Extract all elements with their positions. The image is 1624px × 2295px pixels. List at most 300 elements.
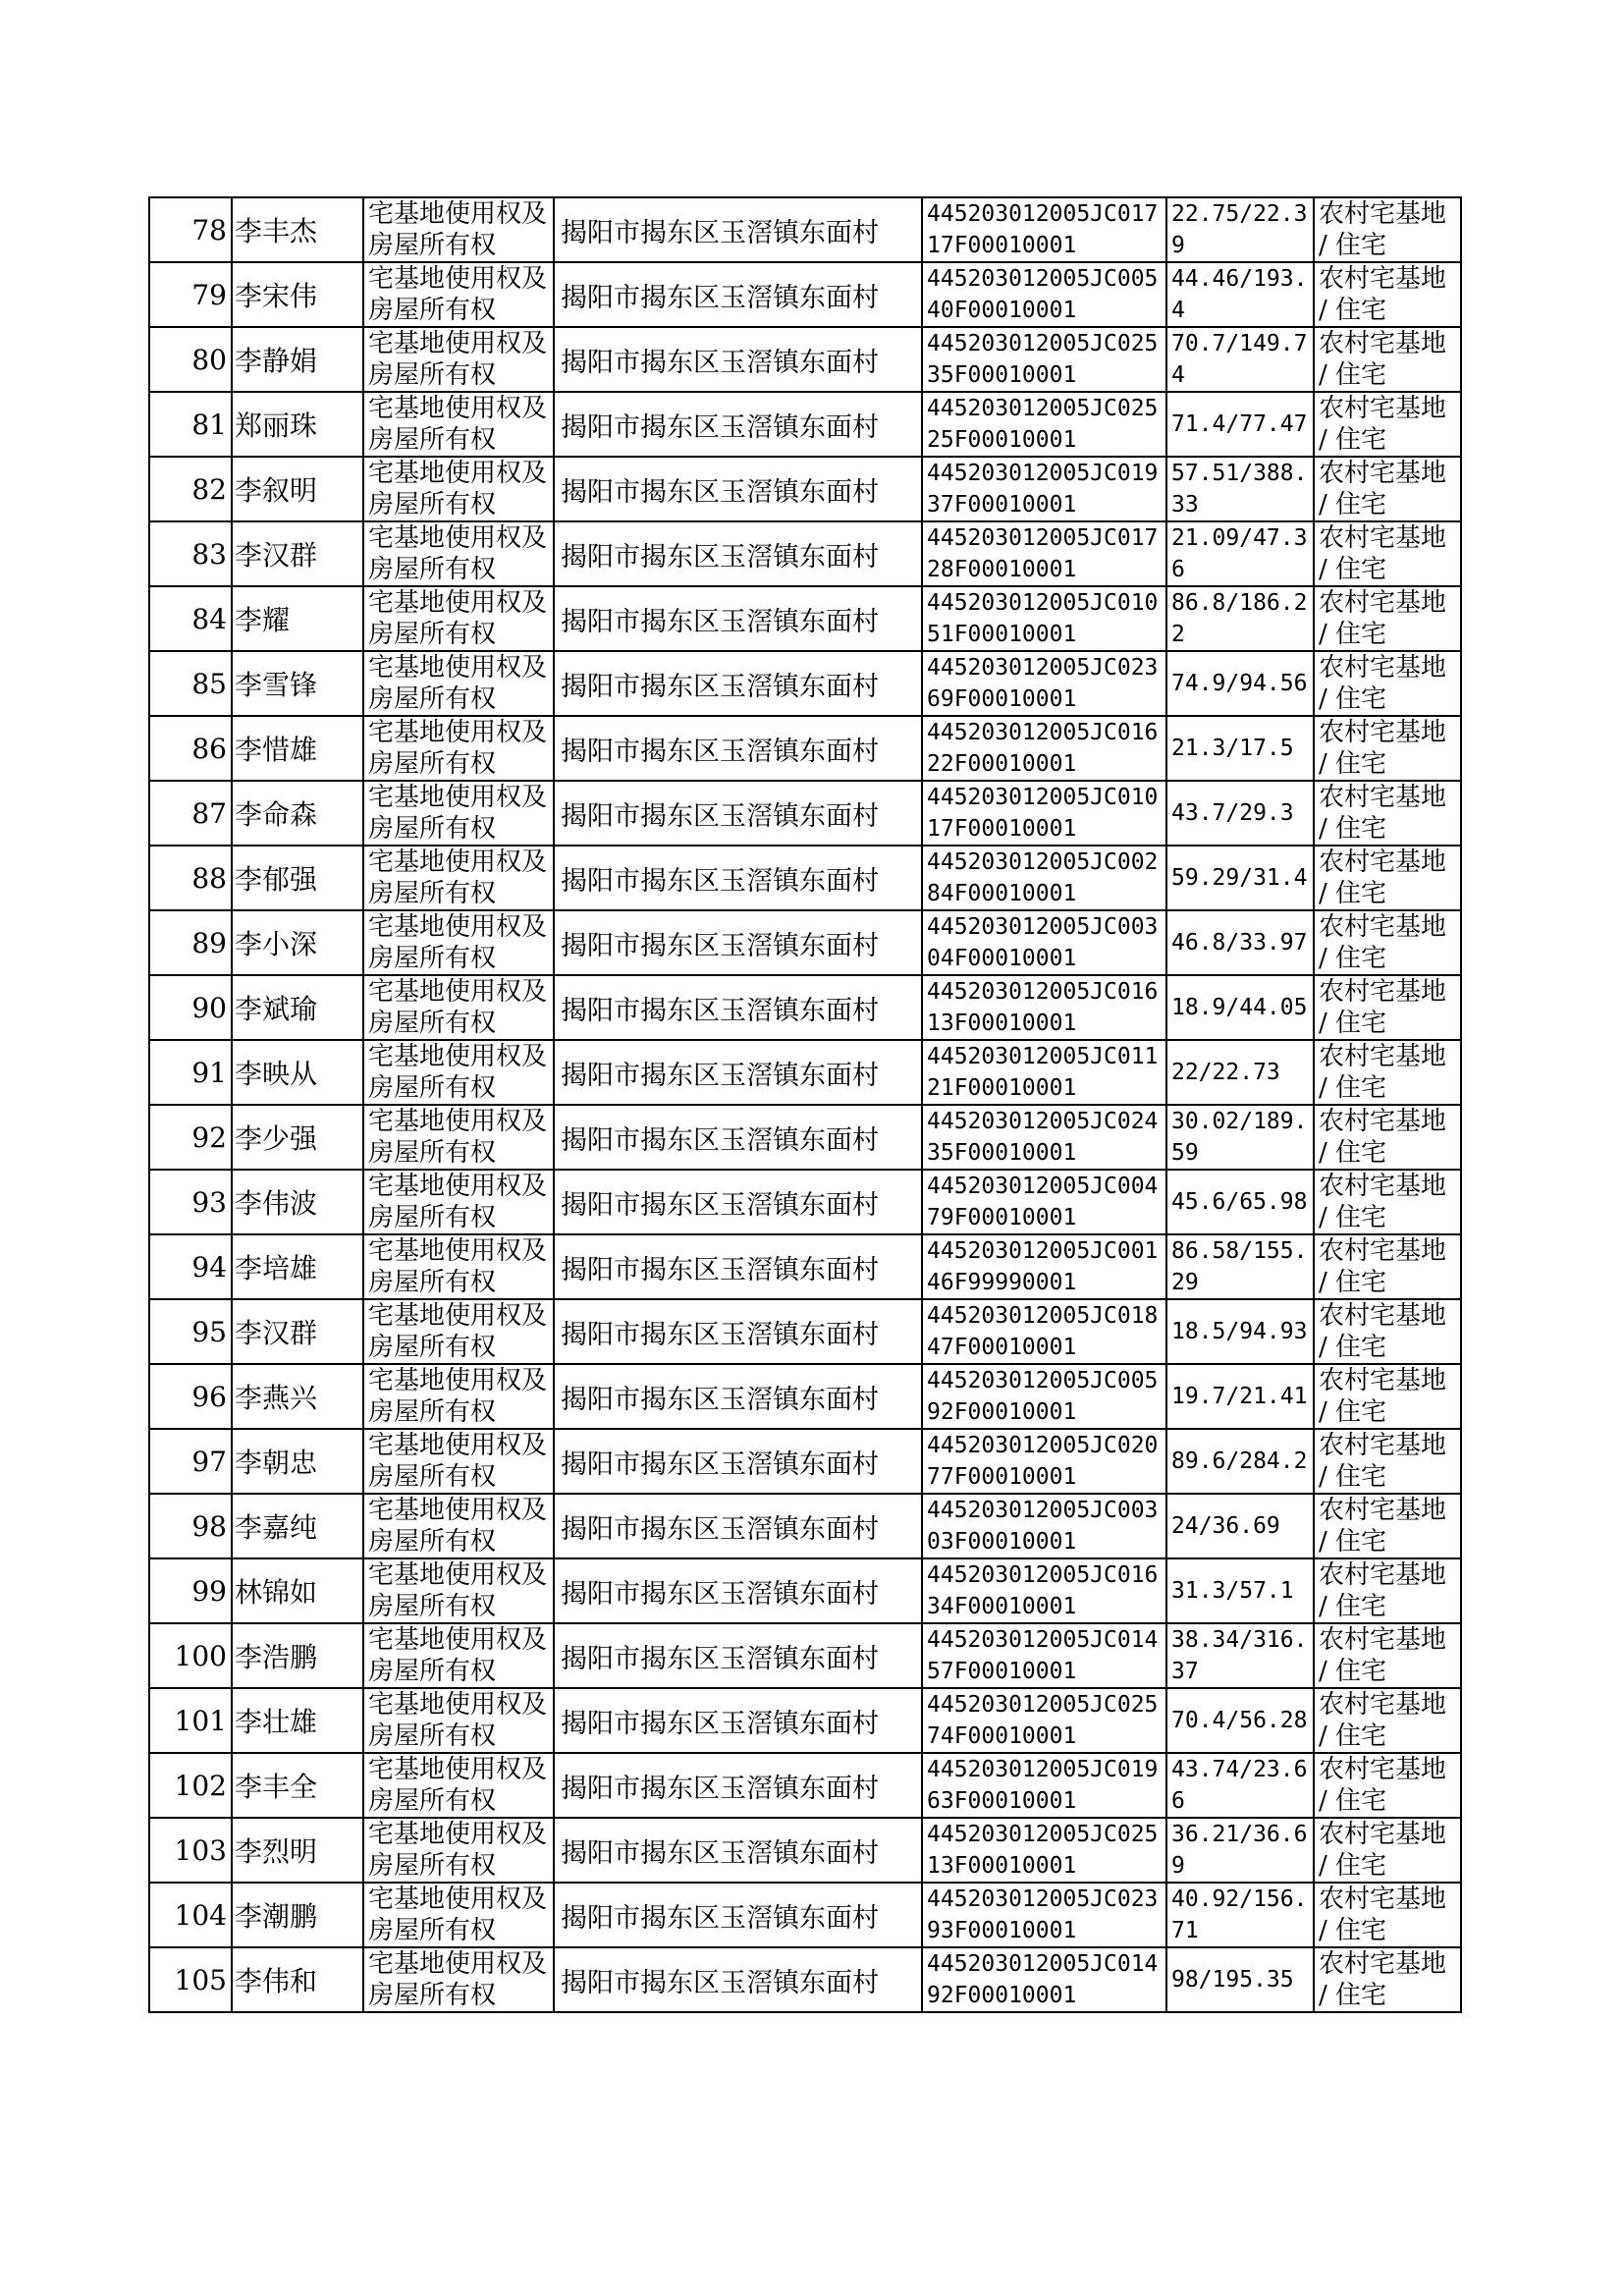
row-number: 95 bbox=[191, 1315, 227, 1348]
right-type-cell bbox=[363, 1818, 554, 1883]
land-use-cell bbox=[1314, 392, 1461, 457]
land-use: 农村宅基地 / 住宅 bbox=[1319, 1496, 1447, 1557]
row-number: 100 bbox=[174, 1639, 227, 1672]
land-use: 农村宅基地 / 住宅 bbox=[1319, 1560, 1447, 1621]
table-row bbox=[149, 1234, 1461, 1299]
owner-name: 李斌瑜 bbox=[235, 993, 318, 1025]
owner-name-cell bbox=[232, 1623, 363, 1688]
owner-name-cell bbox=[232, 1105, 363, 1170]
property-address: 揭阳市揭东区玉滘镇东面村 bbox=[561, 800, 879, 832]
property-address: 揭阳市揭东区玉滘镇东面村 bbox=[561, 1902, 879, 1934]
property-address: 揭阳市揭东区玉滘镇东面村 bbox=[561, 1578, 879, 1610]
land-use: 农村宅基地 / 住宅 bbox=[1319, 1885, 1447, 1945]
area-value-cell bbox=[1166, 651, 1314, 716]
owner-name: 李伟和 bbox=[235, 1965, 318, 1997]
unit-code: 445203012005JC02574F00010001 bbox=[927, 1692, 1159, 1749]
area-value-cell bbox=[1166, 197, 1314, 262]
owner-name: 李汉群 bbox=[235, 539, 318, 572]
property-address: 揭阳市揭东区玉滘镇东面村 bbox=[561, 1773, 879, 1804]
area-value: 57.51/388.33 bbox=[1171, 461, 1308, 518]
row-number-cell bbox=[149, 1170, 232, 1234]
owner-name: 李静娟 bbox=[235, 345, 318, 377]
row-number: 89 bbox=[191, 926, 227, 959]
owner-name-cell bbox=[232, 651, 363, 716]
row-number: 101 bbox=[174, 1704, 227, 1737]
unit-code: 445203012005JC01937F00010001 bbox=[927, 461, 1159, 518]
land-use: 农村宅基地 / 住宅 bbox=[1319, 1625, 1447, 1686]
row-number-cell bbox=[149, 457, 232, 521]
land-use: 农村宅基地 / 住宅 bbox=[1319, 394, 1447, 455]
area-value: 43.7/29.3 bbox=[1171, 800, 1294, 826]
owner-name: 李烈明 bbox=[235, 1835, 318, 1868]
unit-code: 445203012005JC00304F00010001 bbox=[927, 914, 1159, 971]
table-row bbox=[149, 1623, 1461, 1688]
area-value-cell bbox=[1166, 1299, 1314, 1364]
area-value-cell bbox=[1166, 1753, 1314, 1818]
unit-code-cell bbox=[922, 521, 1166, 586]
area-value: 46.8/33.97 bbox=[1171, 930, 1308, 956]
row-number: 104 bbox=[174, 1898, 227, 1932]
area-value: 70.4/56.28 bbox=[1171, 1708, 1308, 1733]
table-row bbox=[149, 327, 1461, 392]
right-type-cell bbox=[363, 1688, 554, 1753]
right-type-cell bbox=[363, 1299, 554, 1364]
area-value: 74.9/94.56 bbox=[1171, 671, 1308, 696]
property-address: 揭阳市揭东区玉滘镇东面村 bbox=[561, 476, 879, 508]
right-type-cell bbox=[363, 1883, 554, 1947]
area-value-cell bbox=[1166, 457, 1314, 521]
registry-table bbox=[148, 196, 1462, 2013]
owner-name: 郑丽珠 bbox=[235, 410, 318, 442]
land-use-cell bbox=[1314, 1299, 1461, 1364]
unit-code: 445203012005JC01847F00010001 bbox=[927, 1303, 1159, 1360]
right-type-cell bbox=[363, 1623, 554, 1688]
unit-code: 445203012005JC00479F00010001 bbox=[927, 1174, 1159, 1230]
unit-code: 445203012005JC02435F00010001 bbox=[927, 1109, 1159, 1166]
right-type-cell bbox=[363, 1494, 554, 1558]
row-number-cell bbox=[149, 1364, 232, 1429]
area-value-cell bbox=[1166, 1105, 1314, 1170]
land-use: 农村宅基地 / 住宅 bbox=[1319, 1690, 1447, 1751]
land-use: 农村宅基地 / 住宅 bbox=[1319, 1172, 1447, 1232]
row-number-cell bbox=[149, 1040, 232, 1105]
unit-code-cell bbox=[922, 457, 1166, 521]
land-use: 农村宅基地 / 住宅 bbox=[1319, 653, 1447, 714]
row-number: 92 bbox=[191, 1120, 227, 1154]
row-number-cell bbox=[149, 1494, 232, 1558]
row-number-cell bbox=[149, 521, 232, 586]
land-use: 农村宅基地 / 住宅 bbox=[1319, 977, 1447, 1038]
property-address-cell bbox=[554, 1299, 922, 1364]
land-use-cell bbox=[1314, 1429, 1461, 1494]
owner-name: 李小深 bbox=[235, 928, 318, 960]
unit-code-cell bbox=[922, 197, 1166, 262]
unit-code: 445203012005JC01017F00010001 bbox=[927, 785, 1159, 842]
property-address: 揭阳市揭东区玉滘镇东面村 bbox=[561, 671, 879, 702]
right-type: 宅基地使用权及房屋所有权 bbox=[368, 1301, 548, 1362]
row-number-cell bbox=[149, 651, 232, 716]
property-address: 揭阳市揭东区玉滘镇东面村 bbox=[561, 930, 879, 961]
land-use-cell bbox=[1314, 1040, 1461, 1105]
area-value-cell bbox=[1166, 1818, 1314, 1883]
right-type-cell bbox=[363, 586, 554, 651]
table-row bbox=[149, 262, 1461, 327]
right-type-cell bbox=[363, 457, 554, 521]
owner-name: 李命森 bbox=[235, 798, 318, 831]
unit-code: 445203012005JC01634F00010001 bbox=[927, 1562, 1159, 1619]
table-row bbox=[149, 1429, 1461, 1494]
unit-code: 445203012005JC02535F00010001 bbox=[927, 331, 1159, 388]
right-type-cell bbox=[363, 975, 554, 1040]
right-type: 宅基地使用权及房屋所有权 bbox=[368, 394, 548, 455]
owner-name-cell bbox=[232, 586, 363, 651]
right-type-cell bbox=[363, 1753, 554, 1818]
table-row bbox=[149, 1105, 1461, 1170]
row-number-cell bbox=[149, 1947, 232, 2012]
row-number-cell bbox=[149, 846, 232, 910]
right-type: 宅基地使用权及房屋所有权 bbox=[368, 1496, 548, 1557]
unit-code-cell bbox=[922, 1364, 1166, 1429]
owner-name: 李潮鹏 bbox=[235, 1900, 318, 1933]
right-type-cell bbox=[363, 651, 554, 716]
area-value-cell bbox=[1166, 1558, 1314, 1623]
row-number: 105 bbox=[174, 1963, 227, 1996]
area-value: 70.7/149.74 bbox=[1171, 331, 1308, 388]
row-number: 99 bbox=[191, 1574, 227, 1608]
property-address: 揭阳市揭东区玉滘镇东面村 bbox=[561, 541, 879, 573]
area-value: 43.74/23.66 bbox=[1171, 1757, 1308, 1814]
property-address-cell bbox=[554, 1429, 922, 1494]
land-use-cell bbox=[1314, 1558, 1461, 1623]
row-number-cell bbox=[149, 1234, 232, 1299]
property-address: 揭阳市揭东区玉滘镇东面村 bbox=[561, 1448, 879, 1480]
land-use-cell bbox=[1314, 651, 1461, 716]
area-value: 36.21/36.69 bbox=[1171, 1822, 1308, 1879]
table-row bbox=[149, 521, 1461, 586]
land-use-cell bbox=[1314, 975, 1461, 1040]
owner-name: 李朝忠 bbox=[235, 1447, 318, 1479]
area-value-cell bbox=[1166, 327, 1314, 392]
land-use-cell bbox=[1314, 586, 1461, 651]
owner-name: 李伟波 bbox=[235, 1187, 318, 1220]
land-use-cell bbox=[1314, 1818, 1461, 1883]
area-value: 18.9/44.05 bbox=[1171, 995, 1308, 1020]
property-address-cell bbox=[554, 1105, 922, 1170]
table-row bbox=[149, 1494, 1461, 1558]
unit-code-cell bbox=[922, 781, 1166, 846]
owner-name: 李少强 bbox=[235, 1122, 318, 1155]
land-use: 农村宅基地 / 住宅 bbox=[1319, 1042, 1447, 1103]
row-number-cell bbox=[149, 1299, 232, 1364]
land-use: 农村宅基地 / 住宅 bbox=[1319, 1236, 1447, 1297]
unit-code-cell bbox=[922, 1234, 1166, 1299]
right-type: 宅基地使用权及房屋所有权 bbox=[368, 1885, 548, 1945]
owner-name: 李丰杰 bbox=[235, 215, 318, 247]
right-type: 宅基地使用权及房屋所有权 bbox=[368, 1690, 548, 1751]
unit-code-cell bbox=[922, 910, 1166, 975]
owner-name-cell bbox=[232, 1299, 363, 1364]
table-row bbox=[149, 846, 1461, 910]
owner-name: 李叙明 bbox=[235, 474, 318, 507]
right-type-cell bbox=[363, 1170, 554, 1234]
row-number-cell bbox=[149, 716, 232, 781]
table-row bbox=[149, 910, 1461, 975]
owner-name-cell bbox=[232, 1558, 363, 1623]
property-address-cell bbox=[554, 1753, 922, 1818]
unit-code: 445203012005JC00303F00010001 bbox=[927, 1498, 1159, 1555]
owner-name: 李壮雄 bbox=[235, 1706, 318, 1738]
property-address: 揭阳市揭东区玉滘镇东面村 bbox=[561, 217, 879, 248]
row-number: 79 bbox=[191, 278, 227, 311]
owner-name: 李培雄 bbox=[235, 1252, 318, 1284]
land-use-cell bbox=[1314, 1947, 1461, 2012]
row-number-cell bbox=[149, 910, 232, 975]
property-address: 揭阳市揭东区玉滘镇东面村 bbox=[561, 995, 879, 1026]
right-type: 宅基地使用权及房屋所有权 bbox=[368, 523, 548, 584]
right-type-cell bbox=[363, 910, 554, 975]
area-value-cell bbox=[1166, 1429, 1314, 1494]
unit-code: 445203012005JC02513F00010001 bbox=[927, 1822, 1159, 1879]
owner-name-cell bbox=[232, 392, 363, 457]
row-number-cell bbox=[149, 197, 232, 262]
unit-code-cell bbox=[922, 327, 1166, 392]
area-value-cell bbox=[1166, 392, 1314, 457]
right-type-cell bbox=[363, 327, 554, 392]
right-type: 宅基地使用权及房屋所有权 bbox=[368, 847, 548, 908]
owner-name-cell bbox=[232, 846, 363, 910]
table-row bbox=[149, 392, 1461, 457]
row-number-cell bbox=[149, 1429, 232, 1494]
right-type-cell bbox=[363, 781, 554, 846]
row-number-cell bbox=[149, 1623, 232, 1688]
property-address: 揭阳市揭东区玉滘镇东面村 bbox=[561, 1254, 879, 1285]
property-address: 揭阳市揭东区玉滘镇东面村 bbox=[561, 282, 879, 313]
land-use: 农村宅基地 / 住宅 bbox=[1319, 1949, 1447, 2010]
row-number-cell bbox=[149, 781, 232, 846]
owner-name: 李耀 bbox=[235, 604, 291, 636]
right-type: 宅基地使用权及房屋所有权 bbox=[368, 329, 548, 390]
area-value-cell bbox=[1166, 521, 1314, 586]
row-number-cell bbox=[149, 586, 232, 651]
area-value-cell bbox=[1166, 1170, 1314, 1234]
land-use: 农村宅基地 / 住宅 bbox=[1319, 264, 1447, 325]
right-type: 宅基地使用权及房屋所有权 bbox=[368, 1560, 548, 1621]
unit-code: 445203012005JC01121F00010001 bbox=[927, 1044, 1159, 1101]
row-number: 87 bbox=[191, 796, 227, 830]
owner-name-cell bbox=[232, 197, 363, 262]
row-number-cell bbox=[149, 262, 232, 327]
owner-name-cell bbox=[232, 327, 363, 392]
row-number: 84 bbox=[191, 602, 227, 635]
property-address-cell bbox=[554, 1558, 922, 1623]
unit-code-cell bbox=[922, 1429, 1166, 1494]
table-row bbox=[149, 1818, 1461, 1883]
right-type: 宅基地使用权及房屋所有权 bbox=[368, 912, 548, 973]
row-number: 103 bbox=[174, 1833, 227, 1867]
property-address-cell bbox=[554, 846, 922, 910]
land-use-cell bbox=[1314, 846, 1461, 910]
row-number: 97 bbox=[191, 1445, 227, 1478]
unit-code: 445203012005JC01613F00010001 bbox=[927, 979, 1159, 1036]
unit-code-cell bbox=[922, 1558, 1166, 1623]
table-row bbox=[149, 1688, 1461, 1753]
property-address: 揭阳市揭东区玉滘镇东面村 bbox=[561, 606, 879, 637]
row-number: 93 bbox=[191, 1185, 227, 1219]
table-row bbox=[149, 1883, 1461, 1947]
table-row bbox=[149, 1364, 1461, 1429]
area-value-cell bbox=[1166, 1234, 1314, 1299]
property-address: 揭阳市揭东区玉滘镇东面村 bbox=[561, 1513, 879, 1545]
row-number: 90 bbox=[191, 991, 227, 1024]
area-value-cell bbox=[1166, 1883, 1314, 1947]
row-number-cell bbox=[149, 1105, 232, 1170]
right-type: 宅基地使用权及房屋所有权 bbox=[368, 199, 548, 260]
area-value-cell bbox=[1166, 846, 1314, 910]
owner-name-cell bbox=[232, 1170, 363, 1234]
area-value: 22/22.73 bbox=[1171, 1060, 1280, 1085]
owner-name: 李浩鹏 bbox=[235, 1641, 318, 1673]
right-type: 宅基地使用权及房屋所有权 bbox=[368, 1625, 548, 1686]
area-value: 44.46/193.4 bbox=[1171, 266, 1308, 323]
owner-name-cell bbox=[232, 1234, 363, 1299]
row-number: 96 bbox=[191, 1380, 227, 1413]
unit-code-cell bbox=[922, 1040, 1166, 1105]
right-type: 宅基地使用权及房屋所有权 bbox=[368, 264, 548, 325]
row-number: 102 bbox=[174, 1769, 227, 1802]
area-value-cell bbox=[1166, 975, 1314, 1040]
owner-name-cell bbox=[232, 1883, 363, 1947]
land-use: 农村宅基地 / 住宅 bbox=[1319, 1755, 1447, 1816]
unit-code-cell bbox=[922, 975, 1166, 1040]
area-value: 19.7/21.41 bbox=[1171, 1384, 1308, 1409]
owner-name-cell bbox=[232, 457, 363, 521]
unit-code: 445203012005JC01622F00010001 bbox=[927, 720, 1159, 777]
table-row bbox=[149, 1753, 1461, 1818]
owner-name: 李宋伟 bbox=[235, 280, 318, 312]
property-address: 揭阳市揭东区玉滘镇东面村 bbox=[561, 1967, 879, 1998]
land-use-cell bbox=[1314, 1170, 1461, 1234]
area-value-cell bbox=[1166, 1947, 1314, 2012]
property-address-cell bbox=[554, 457, 922, 521]
property-address-cell bbox=[554, 521, 922, 586]
table-row bbox=[149, 1170, 1461, 1234]
unit-code-cell bbox=[922, 262, 1166, 327]
unit-code-cell bbox=[922, 1494, 1166, 1558]
table-row bbox=[149, 781, 1461, 846]
table-row bbox=[149, 1947, 1461, 2012]
right-type-cell bbox=[363, 1105, 554, 1170]
land-use: 农村宅基地 / 住宅 bbox=[1319, 523, 1447, 584]
property-address: 揭阳市揭东区玉滘镇东面村 bbox=[561, 1319, 879, 1350]
owner-name: 林锦如 bbox=[235, 1576, 318, 1609]
property-address-cell bbox=[554, 1364, 922, 1429]
right-type-cell bbox=[363, 716, 554, 781]
right-type: 宅基地使用权及房屋所有权 bbox=[368, 718, 548, 779]
property-address-cell bbox=[554, 1947, 922, 2012]
land-use-cell bbox=[1314, 197, 1461, 262]
area-value-cell bbox=[1166, 262, 1314, 327]
property-address-cell bbox=[554, 975, 922, 1040]
unit-code: 445203012005JC01051F00010001 bbox=[927, 590, 1159, 647]
unit-code-cell bbox=[922, 1105, 1166, 1170]
right-type-cell bbox=[363, 1040, 554, 1105]
owner-name: 李汉群 bbox=[235, 1317, 318, 1349]
land-use-cell bbox=[1314, 457, 1461, 521]
row-number: 85 bbox=[191, 667, 227, 700]
property-address-cell bbox=[554, 716, 922, 781]
property-address: 揭阳市揭东区玉滘镇东面村 bbox=[561, 1060, 879, 1091]
land-use-cell bbox=[1314, 1364, 1461, 1429]
property-address-cell bbox=[554, 327, 922, 392]
property-address-cell bbox=[554, 1818, 922, 1883]
owner-name: 李嘉纯 bbox=[235, 1511, 318, 1544]
property-address: 揭阳市揭东区玉滘镇东面村 bbox=[561, 736, 879, 767]
owner-name: 李雪锋 bbox=[235, 669, 318, 701]
unit-code: 445203012005JC02393F00010001 bbox=[927, 1886, 1159, 1943]
row-number: 83 bbox=[191, 537, 227, 571]
property-address: 揭阳市揭东区玉滘镇东面村 bbox=[561, 1384, 879, 1415]
land-use-cell bbox=[1314, 781, 1461, 846]
unit-code-cell bbox=[922, 1299, 1166, 1364]
right-type-cell bbox=[363, 1234, 554, 1299]
right-type: 宅基地使用权及房屋所有权 bbox=[368, 1755, 548, 1816]
owner-name-cell bbox=[232, 1364, 363, 1429]
area-value-cell bbox=[1166, 1364, 1314, 1429]
area-value: 38.34/316.37 bbox=[1171, 1627, 1308, 1684]
owner-name: 李映从 bbox=[235, 1058, 318, 1090]
area-value-cell bbox=[1166, 1040, 1314, 1105]
unit-code-cell bbox=[922, 651, 1166, 716]
table-row bbox=[149, 975, 1461, 1040]
land-use-cell bbox=[1314, 521, 1461, 586]
owner-name-cell bbox=[232, 1040, 363, 1105]
unit-code-cell bbox=[922, 1688, 1166, 1753]
property-address: 揭阳市揭东区玉滘镇东面村 bbox=[561, 1837, 879, 1869]
land-use: 农村宅基地 / 住宅 bbox=[1319, 588, 1447, 649]
registry-table-body bbox=[149, 197, 1461, 2012]
area-value: 86.8/186.22 bbox=[1171, 590, 1308, 647]
land-use: 农村宅基地 / 住宅 bbox=[1319, 199, 1447, 260]
property-address-cell bbox=[554, 586, 922, 651]
land-use-cell bbox=[1314, 1234, 1461, 1299]
area-value: 98/195.35 bbox=[1171, 1967, 1294, 1993]
land-use: 农村宅基地 / 住宅 bbox=[1319, 1366, 1447, 1427]
property-address: 揭阳市揭东区玉滘镇东面村 bbox=[561, 865, 879, 897]
property-address: 揭阳市揭东区玉滘镇东面村 bbox=[561, 1643, 879, 1674]
area-value-cell bbox=[1166, 1623, 1314, 1688]
property-address-cell bbox=[554, 262, 922, 327]
land-use-cell bbox=[1314, 1688, 1461, 1753]
unit-code: 445203012005JC01728F00010001 bbox=[927, 525, 1159, 582]
row-number-cell bbox=[149, 975, 232, 1040]
area-value: 89.6/284.2 bbox=[1171, 1448, 1308, 1474]
row-number: 91 bbox=[191, 1056, 227, 1089]
row-number: 86 bbox=[191, 732, 227, 765]
owner-name-cell bbox=[232, 1947, 363, 2012]
area-value-cell bbox=[1166, 910, 1314, 975]
row-number-cell bbox=[149, 1883, 232, 1947]
right-type: 宅基地使用权及房屋所有权 bbox=[368, 1042, 548, 1103]
owner-name-cell bbox=[232, 716, 363, 781]
row-number-cell bbox=[149, 392, 232, 457]
area-value: 71.4/77.47 bbox=[1171, 411, 1308, 437]
unit-code: 445203012005JC02525F00010001 bbox=[927, 396, 1159, 453]
right-type-cell bbox=[363, 1429, 554, 1494]
area-value: 30.02/189.59 bbox=[1171, 1109, 1308, 1166]
unit-code-cell bbox=[922, 1947, 1166, 2012]
property-address-cell bbox=[554, 651, 922, 716]
area-value-cell bbox=[1166, 586, 1314, 651]
